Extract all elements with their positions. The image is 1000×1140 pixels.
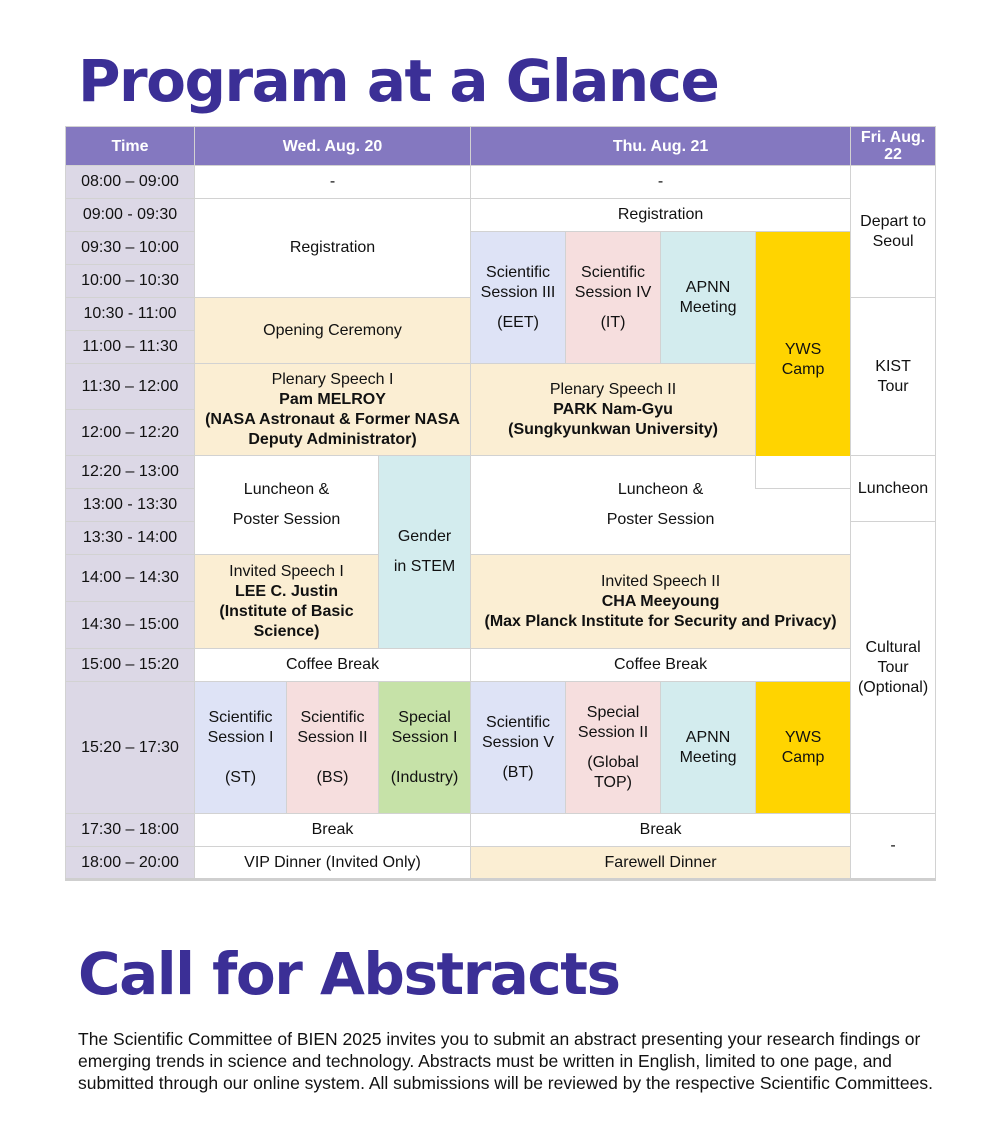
time-slot: 15:20 – 17:30 <box>66 682 195 814</box>
speech-title: Plenary Speech I <box>271 370 394 388</box>
time-slot: 11:00 – 11:30 <box>66 331 195 364</box>
time-slot: 08:00 – 09:00 <box>66 166 195 199</box>
time-slot: 11:30 – 12:00 <box>66 364 195 410</box>
wed-registration: Registration <box>195 199 471 298</box>
session-line: Scientific <box>208 708 273 726</box>
thu-yws-camp <box>756 232 851 489</box>
session-line: YWS <box>784 341 822 358</box>
time-slot: 09:30 – 10:00 <box>66 232 195 265</box>
header-time: Time <box>66 127 195 166</box>
wed-coffee-break: Coffee Break <box>195 649 471 682</box>
session-line: Session II <box>577 723 649 741</box>
header-wed: Wed. Aug. 20 <box>195 127 471 166</box>
program-table <box>65 126 936 881</box>
session-line: Camp <box>781 361 825 378</box>
time-slot: 09:00 - 09:30 <box>66 199 195 232</box>
luncheon-line1: Luncheon & <box>243 481 330 498</box>
session-line: Scientific <box>300 708 365 726</box>
fri-cultural-tour <box>851 522 936 814</box>
header-fri: Fri. Aug. 22 <box>851 127 936 166</box>
session-code: (BT) <box>502 763 534 781</box>
session-line: Meeting <box>679 298 737 316</box>
session-code: (Global <box>587 753 639 771</box>
speaker-affiliation: (Max Planck Institute for Security and Privacy) <box>484 612 837 630</box>
fri-luncheon: Luncheon <box>851 456 936 522</box>
session-line: Session II <box>297 728 368 746</box>
fri-kist-line1: KIST <box>875 357 911 375</box>
luncheon-line2: Poster Session <box>232 511 341 528</box>
thu-luncheon-poster <box>471 456 851 555</box>
fri-depart-line2: Seoul <box>872 232 914 250</box>
session-line: Special <box>586 703 640 721</box>
thu-scientific-session-4 <box>566 232 661 364</box>
fri-kist-tour <box>851 298 936 456</box>
session-code: (ST) <box>224 768 257 786</box>
thu-plenary-speech-2 <box>471 364 756 456</box>
time-slot: 14:00 – 14:30 <box>66 555 195 602</box>
wed-gender-in-stem <box>379 456 471 649</box>
wed-break: Break <box>195 814 471 847</box>
thu-registration: Registration <box>471 199 851 232</box>
session-line: Scientific <box>581 263 646 281</box>
cfa-body: The Scientific Committee of BIEN 2025 invites you to submit an abstract presenting your research findings or emerging trends in science and technology. Abstracts must be written in English, limited to one page, and submitted through our online system. All submissions will be reviewed by the respective Scientific Committees. <box>78 1029 933 1093</box>
program-title: Program at a Glance <box>78 47 719 115</box>
session-line: Scientific <box>486 263 551 281</box>
speaker-affiliation: (NASA Astronaut & Former NASA Deputy Administrator) <box>205 410 460 448</box>
fri-depart-line1: Depart to <box>860 212 926 230</box>
session-code: (BS) <box>316 768 349 786</box>
session-line: APNN <box>685 728 731 746</box>
speech-title: Invited Speech I <box>229 562 344 580</box>
speaker-affiliation: (Institute of Basic Science) <box>219 602 354 640</box>
time-slot: 18:00 – 20:00 <box>66 847 195 880</box>
session-line: Session V <box>482 733 555 751</box>
thu-yws-camp-2 <box>756 682 851 814</box>
session-line: Special <box>398 708 451 726</box>
luncheon-line1: Luncheon & <box>617 481 704 498</box>
speech-title: Invited Speech II <box>600 572 721 590</box>
thu-empty: - <box>471 166 851 199</box>
gender-line2: in STEM <box>393 558 456 575</box>
time-slot: 10:00 – 10:30 <box>66 265 195 298</box>
fri-kist-line2: Tour <box>877 377 909 395</box>
speaker-name: LEE C. Justin <box>234 582 339 600</box>
fri-depart <box>851 166 936 298</box>
time-slot: 17:30 – 18:00 <box>66 814 195 847</box>
speaker-name: PARK Nam-Gyu <box>553 400 673 418</box>
session-line: Session III <box>480 283 556 301</box>
thu-special-session-2 <box>566 682 661 814</box>
wed-scientific-session-2 <box>287 682 379 814</box>
wed-scientific-session-1 <box>195 682 287 814</box>
wed-opening-ceremony: Opening Ceremony <box>195 298 471 364</box>
header-thu: Thu. Aug. 21 <box>471 127 851 166</box>
session-line: Session IV <box>574 283 652 301</box>
cfa-title: Call for Abstracts <box>78 940 620 1008</box>
session-line: Meeting <box>679 748 737 766</box>
session-code: TOP) <box>594 773 632 791</box>
fri-cultural-line2: Tour <box>877 658 909 676</box>
session-code: (Industry) <box>390 768 459 786</box>
session-line: YWS <box>784 728 822 746</box>
session-code: (IT) <box>600 313 626 331</box>
speaker-affiliation: (Sungkyunkwan University) <box>508 420 718 438</box>
wed-vip-dinner: VIP Dinner (Invited Only) <box>195 847 471 880</box>
thu-apnn-meeting-2 <box>661 682 756 814</box>
time-slot: 15:00 – 15:20 <box>66 649 195 682</box>
fri-cultural-line1: Cultural <box>865 638 921 656</box>
session-line: Session I <box>207 728 274 746</box>
time-slot: 13:00 - 13:30 <box>66 489 195 522</box>
luncheon-line2: Poster Session <box>606 511 715 528</box>
wed-special-session-1 <box>379 682 471 814</box>
session-line: Session I <box>391 728 458 746</box>
session-line: Camp <box>781 748 825 766</box>
session-code: (EET) <box>497 313 539 331</box>
thu-scientific-session-3 <box>471 232 566 364</box>
time-slot: 12:20 – 13:00 <box>66 456 195 489</box>
wed-invited-speech-1 <box>195 555 379 649</box>
wed-luncheon-poster <box>195 456 379 555</box>
speaker-name: CHA Meeyoung <box>601 592 720 610</box>
time-slot: 13:30 - 14:00 <box>66 522 195 555</box>
wed-empty: - <box>195 166 471 199</box>
thu-apnn-meeting <box>661 232 756 364</box>
time-slot: 12:00 – 12:20 <box>66 410 195 456</box>
thu-coffee-break: Coffee Break <box>471 649 851 682</box>
thu-break: Break <box>471 814 851 847</box>
time-slot: 14:30 – 15:00 <box>66 602 195 649</box>
time-slot: 10:30 - 11:00 <box>66 298 195 331</box>
fri-empty: - <box>851 814 936 880</box>
thu-invited-speech-2 <box>471 555 851 649</box>
thu-farewell-dinner: Farewell Dinner <box>471 847 851 880</box>
gender-line1: Gender <box>397 528 452 545</box>
thu-scientific-session-5 <box>471 682 566 814</box>
session-line: Scientific <box>486 713 551 731</box>
speaker-name: Pam MELROY <box>279 390 386 408</box>
speech-title: Plenary Speech II <box>549 380 677 398</box>
session-line: APNN <box>685 278 731 296</box>
wed-plenary-speech-1 <box>195 364 471 456</box>
fri-cultural-line3: (Optional) <box>857 678 929 696</box>
